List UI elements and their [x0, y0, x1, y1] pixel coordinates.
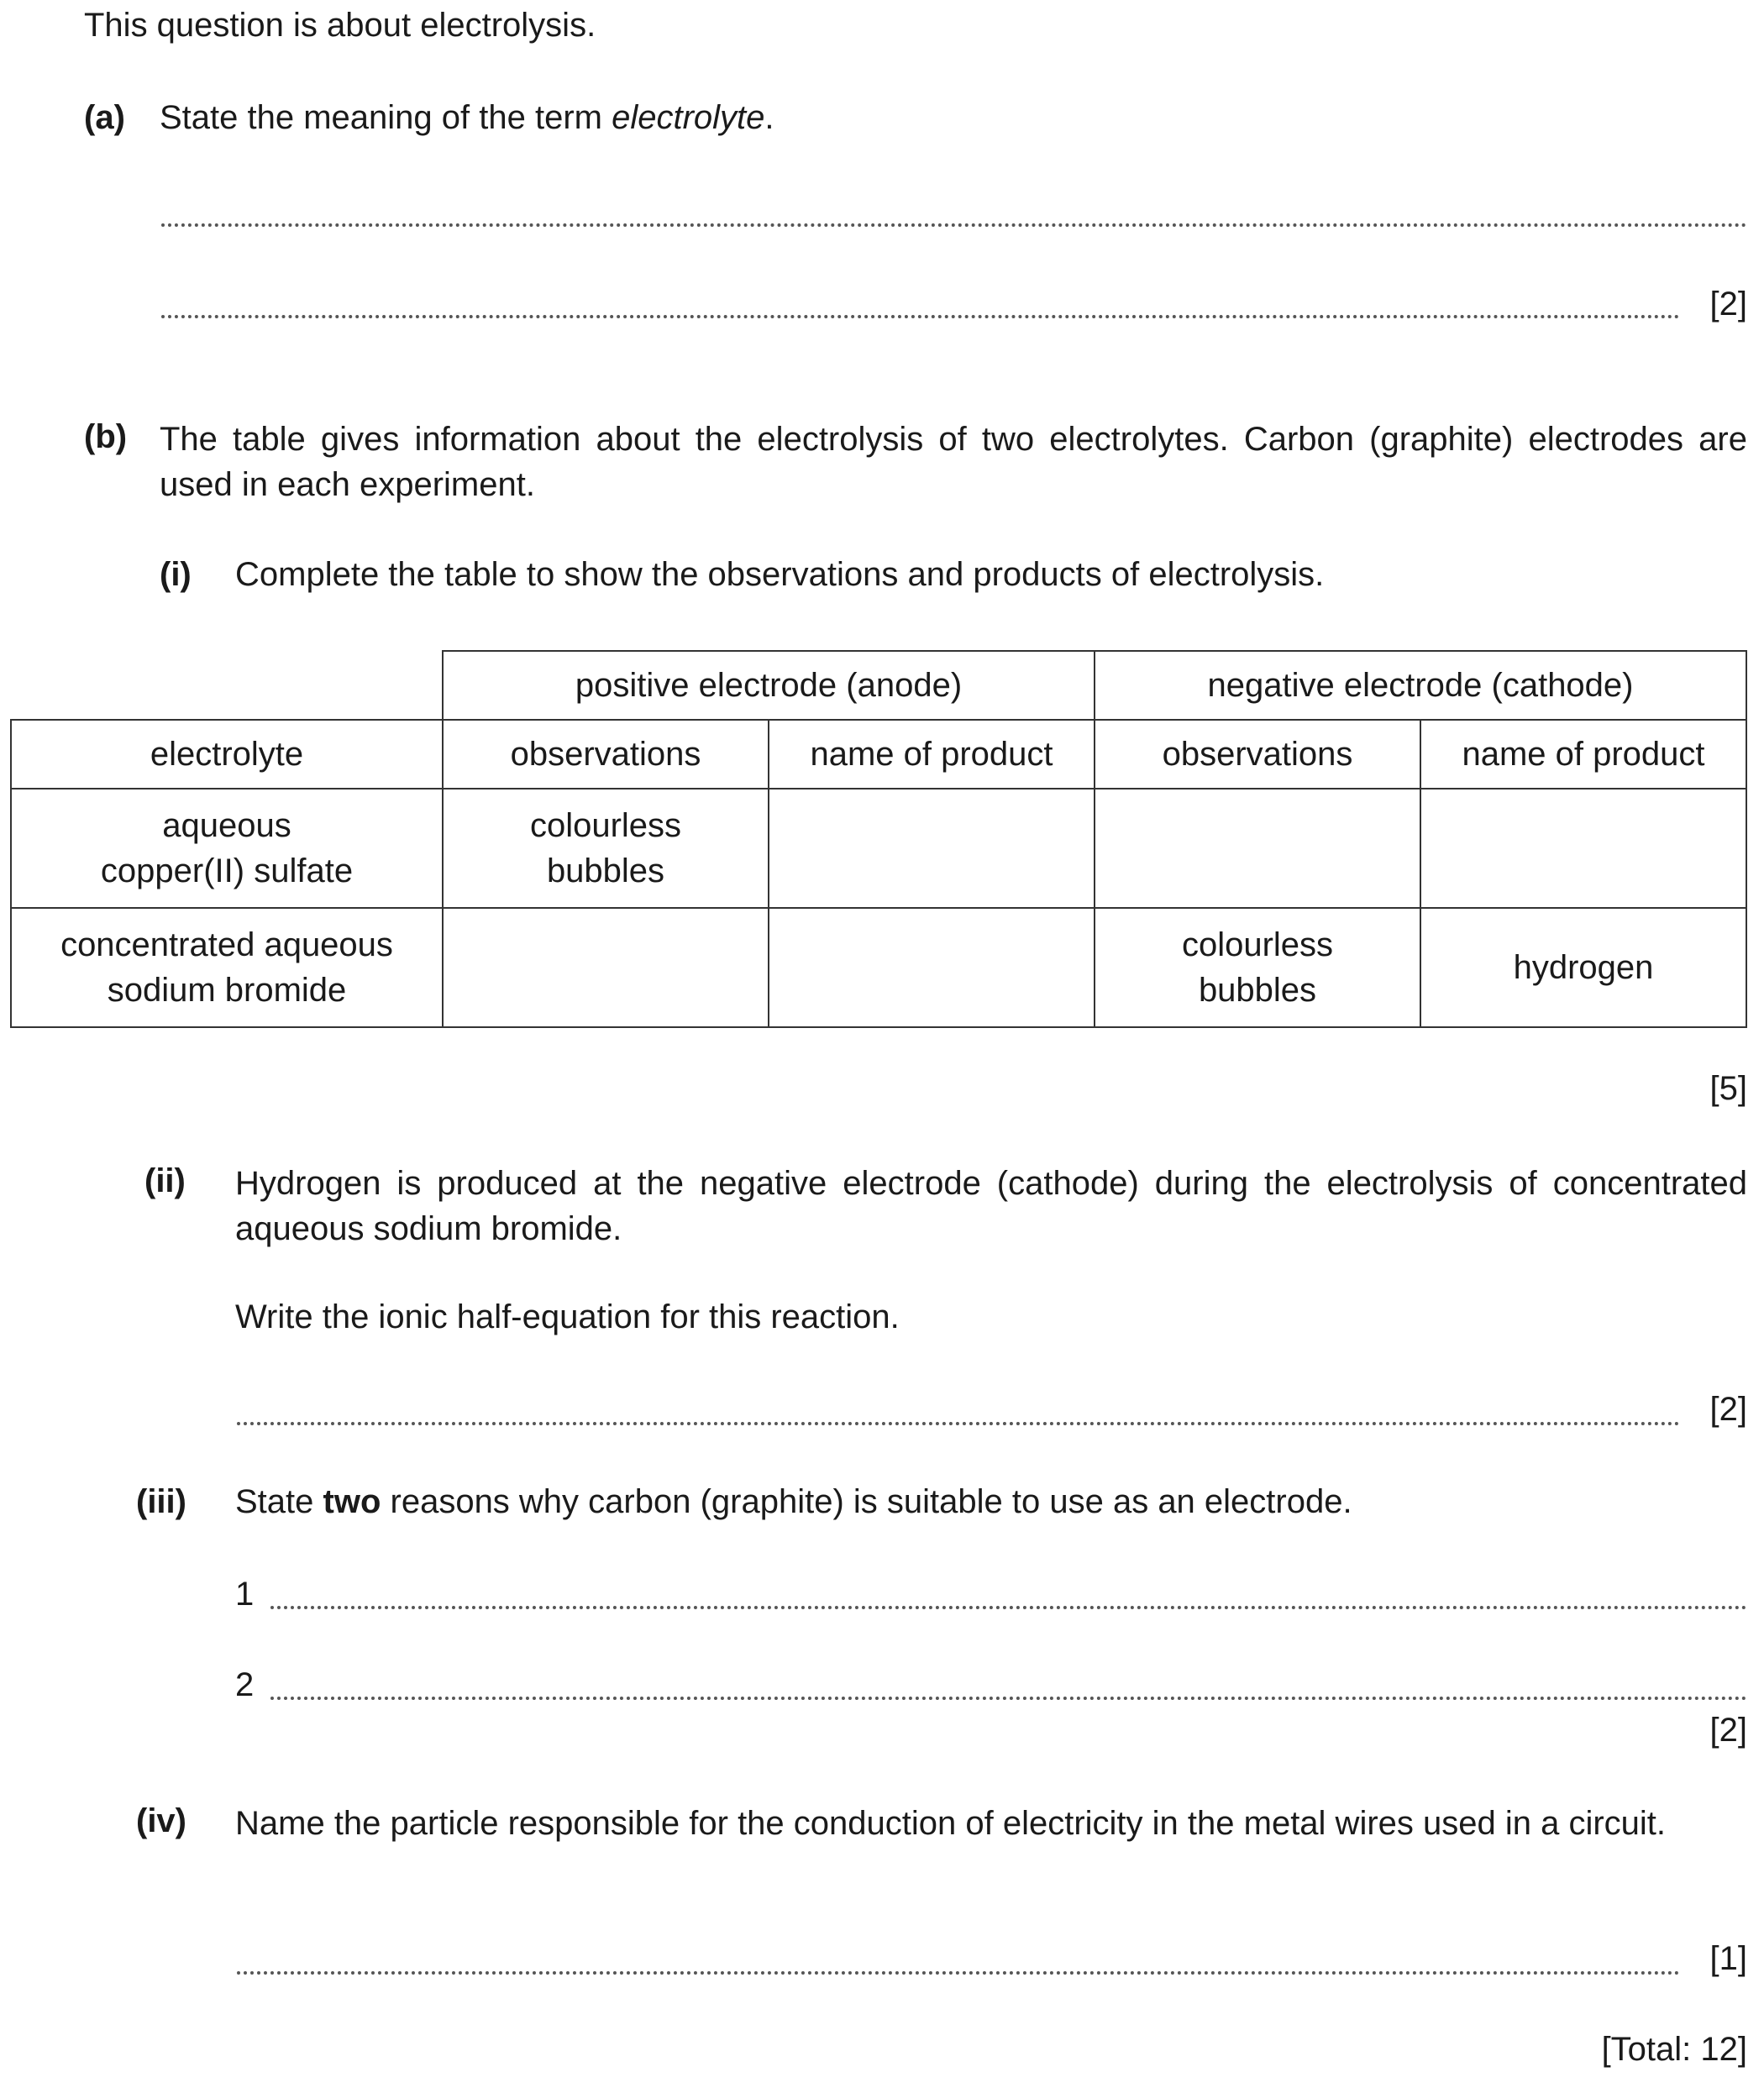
table-row	[11, 789, 1746, 908]
part-b-iii-label: (iii)	[136, 1483, 186, 1520]
answer-line-a-2[interactable]	[161, 315, 1680, 318]
table-row	[11, 908, 1746, 1027]
col-header-cathode-product: name of product	[1420, 720, 1746, 789]
part-b-iv-label: (iv)	[136, 1802, 186, 1839]
answer-line-a-1[interactable]	[161, 223, 1747, 227]
answer-line-b-ii[interactable]	[237, 1422, 1680, 1425]
table-group-header-row	[11, 651, 1746, 720]
marks-b-iv: [1]	[1709, 1940, 1747, 1977]
header-cathode: negative electrode (cathode)	[1095, 651, 1746, 720]
marks-b-iii: [2]	[1709, 1712, 1747, 1749]
marks-b-i: [5]	[1709, 1070, 1747, 1107]
part-b-i-label: (i)	[160, 556, 192, 593]
part-a-question: State the meaning of the term electrolyte.	[160, 99, 774, 136]
question-intro: This question is about electrolysis.	[84, 7, 596, 44]
part-a-label: (a)	[84, 99, 125, 136]
col-header-electrolyte: electrolyte	[11, 720, 443, 789]
row1-anode-observations: colourless bubbles	[443, 789, 769, 908]
header-anode: positive electrode (anode)	[443, 651, 1095, 720]
row2-anode-observations-answer[interactable]	[443, 908, 769, 1027]
part-b-label: (b)	[84, 418, 128, 455]
electrolysis-table	[10, 650, 1747, 1028]
reason-number-2: 2	[235, 1666, 255, 1703]
col-header-cathode-observations: observations	[1095, 720, 1420, 789]
marks-a: [2]	[1709, 286, 1747, 323]
answer-line-b-iii-2[interactable]	[270, 1697, 1747, 1700]
col-header-anode-product: name of product	[769, 720, 1095, 789]
row1-cathode-product-answer[interactable]	[1420, 789, 1746, 908]
part-b-iv-text: Name the particle responsible for the conduction of electricity in the metal wires used in a circuit.	[235, 1805, 1667, 1842]
marks-b-ii: [2]	[1709, 1391, 1747, 1428]
part-b-ii-label: (ii)	[144, 1162, 186, 1199]
row1-cathode-observations-answer[interactable]	[1095, 789, 1420, 908]
part-b-text: The table gives information about the electrolysis of two electrolytes. Carbon (graphite) electrodes are used in each experiment.	[160, 421, 1747, 503]
part-b-ii-instruction: Write the ionic half-equation for this reaction.	[235, 1298, 900, 1335]
answer-line-b-iv[interactable]	[237, 1971, 1680, 1975]
emphasis-two: two	[323, 1483, 381, 1520]
row2-cathode-product: hydrogen	[1420, 908, 1746, 1027]
part-b-iii-text: State two reasons why carbon (graphite) is suitable to use as an electrode.	[235, 1483, 1352, 1520]
term-electrolyte: electrolyte	[612, 99, 765, 136]
part-b-ii-text: Hydrogen is produced at the negative electrode (cathode) during the electrolysis of concentrated aqueous sodium bromide.	[235, 1165, 1747, 1247]
total-marks: [Total: 12]	[1601, 2031, 1747, 2068]
row2-cathode-observations: colourless bubbles	[1095, 908, 1420, 1027]
table-column-header-row	[11, 720, 1746, 789]
reason-number-1: 1	[235, 1576, 255, 1613]
col-header-anode-observations: observations	[443, 720, 769, 789]
row2-electrolyte: concentrated aqueous sodium bromide	[11, 908, 443, 1027]
answer-line-b-iii-1[interactable]	[270, 1606, 1747, 1609]
row1-electrolyte: aqueous copper(II) sulfate	[11, 789, 443, 908]
row2-anode-product-answer[interactable]	[769, 908, 1095, 1027]
row1-anode-product-answer[interactable]	[769, 789, 1095, 908]
part-b-i-text: Complete the table to show the observations and products of electrolysis.	[235, 556, 1325, 593]
table-blank-corner	[11, 651, 443, 720]
